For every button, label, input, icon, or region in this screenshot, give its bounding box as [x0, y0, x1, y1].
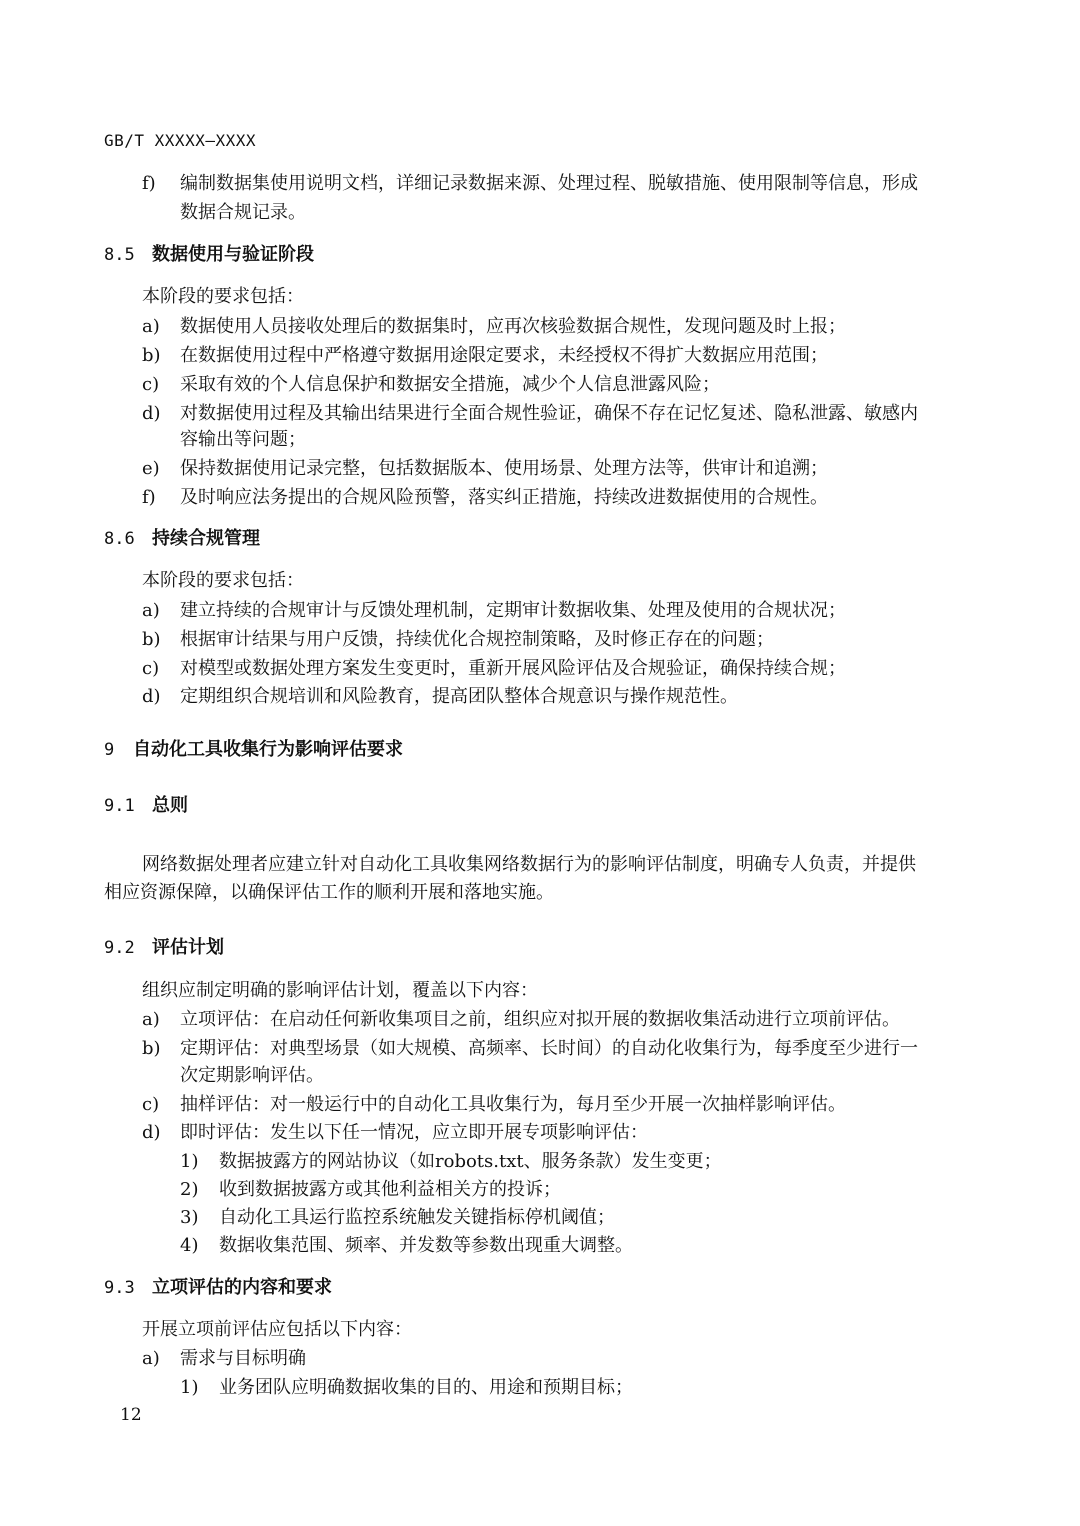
sublist-item-text: 数据披露方的网站协议（如robots.txt、服务条款）发生变更；: [219, 1151, 722, 1172]
list-marker: c): [142, 374, 160, 395]
chapter-title: 自动化工具收集行为影响评估要求: [133, 739, 403, 760]
section-intro: 开展立项前评估应包括以下内容：: [142, 1319, 412, 1340]
list-item-text: 保持数据使用记录完整，包括数据版本、使用场景、处理方法等，供审计和追溯；: [180, 458, 828, 479]
list-marker: f): [142, 487, 156, 508]
sublist-marker: 3): [180, 1207, 199, 1228]
sublist-item-text: 收到数据披露方或其他利益相关方的投诉；: [219, 1179, 561, 1200]
list-marker: b): [142, 1038, 161, 1059]
list-item-text: 根据审计结果与用户反馈，持续优化合规控制策略，及时修正存在的问题；: [180, 629, 774, 650]
list-marker: f): [142, 173, 156, 194]
list-item-text: 即时评估：发生以下任一情况，应立即开展专项影响评估：: [180, 1122, 648, 1143]
list-item-text: 容输出等问题；: [180, 429, 306, 450]
list-marker: e): [142, 458, 160, 479]
document-id: GB/T XXXXX—XXXX: [104, 131, 256, 150]
section-intro: 本阶段的要求包括：: [142, 570, 304, 591]
list-marker: d): [142, 686, 161, 707]
sublist-item-text: 业务团队应明确数据收集的目的、用途和预期目标；: [219, 1377, 633, 1398]
section-number: 9.1: [104, 796, 135, 816]
list-item-text: 需求与目标明确: [180, 1348, 306, 1369]
section-intro: 组织应制定明确的影响评估计划，覆盖以下内容：: [142, 980, 538, 1001]
list-item-text: 采取有效的个人信息保护和数据安全措施，减少个人信息泄露风险；: [180, 374, 720, 395]
sublist-marker: 1): [180, 1377, 199, 1398]
list-marker: c): [142, 658, 160, 679]
section-title: 数据使用与验证阶段: [152, 244, 314, 265]
list-item-text: 次定期影响评估。: [180, 1065, 324, 1086]
list-item-text: 对模型或数据处理方案发生变更时，重新开展风险评估及合规验证，确保持续合规；: [180, 658, 846, 679]
chapter-number: 9: [104, 740, 115, 760]
section-title: 总则: [152, 795, 188, 816]
list-item-text: 定期组织合规培训和风险教育，提高团队整体合规意识与操作规范性。: [180, 686, 738, 707]
section-number: 9.3: [104, 1278, 135, 1298]
sublist-item-text: 自动化工具运行监控系统触发关键指标停机阈值；: [219, 1207, 615, 1228]
list-item-text: 抽样评估：对一般运行中的自动化工具收集行为，每月至少开展一次抽样影响评估。: [180, 1094, 846, 1115]
list-item-text: 数据使用人员接收处理后的数据集时，应再次核验数据合规性，发现问题及时上报；: [180, 316, 846, 337]
list-marker: b): [142, 629, 161, 650]
list-item-text: 编制数据集使用说明文档，详细记录数据来源、处理过程、脱敏措施、使用限制等信息，形成: [180, 173, 918, 194]
list-marker: a): [142, 1009, 160, 1030]
section-number: 8.6: [104, 529, 135, 549]
list-item-text: 在数据使用过程中严格遵守数据用途限定要求，未经授权不得扩大数据应用范围；: [180, 345, 828, 366]
section-intro: 本阶段的要求包括：: [142, 286, 304, 307]
paragraph-line: 相应资源保障，以确保评估工作的顺利开展和落地实施。: [104, 882, 554, 903]
list-item-text: 数据合规记录。: [180, 202, 306, 223]
list-marker: b): [142, 345, 161, 366]
list-marker: a): [142, 600, 160, 621]
section-number: 8.5: [104, 245, 135, 265]
list-marker: c): [142, 1094, 160, 1115]
sublist-item-text: 数据收集范围、频率、并发数等参数出现重大调整。: [219, 1235, 633, 1256]
list-item-text: 立项评估：在启动任何新收集项目之前，组织应对拟开展的数据收集活动进行立项前评估。: [180, 1009, 900, 1030]
list-item-text: 对数据使用过程及其输出结果进行全面合规性验证，确保不存在记忆复述、隐私泄露、敏感内: [180, 403, 918, 424]
list-marker: d): [142, 403, 161, 424]
list-item-text: 及时响应法务提出的合规风险预警，落实纠正措施，持续改进数据使用的合规性。: [180, 487, 828, 508]
section-title: 评估计划: [152, 937, 224, 958]
sublist-marker: 4): [180, 1235, 199, 1256]
section-number: 9.2: [104, 938, 135, 958]
paragraph-line: 网络数据处理者应建立针对自动化工具收集网络数据行为的影响评估制度，明确专人负责，并提供: [142, 854, 916, 875]
sublist-marker: 1): [180, 1151, 199, 1172]
list-marker: a): [142, 1348, 160, 1369]
section-title: 持续合规管理: [152, 528, 260, 549]
list-item-text: 建立持续的合规审计与反馈处理机制，定期审计数据收集、处理及使用的合规状况；: [180, 600, 846, 621]
page-number: 12: [120, 1405, 142, 1425]
list-marker: d): [142, 1122, 161, 1143]
list-marker: a): [142, 316, 160, 337]
sublist-marker: 2): [180, 1179, 199, 1200]
list-item-text: 定期评估：对典型场景（如大规模、高频率、长时间）的自动化收集行为，每季度至少进行一: [180, 1038, 918, 1059]
section-title: 立项评估的内容和要求: [152, 1277, 332, 1298]
